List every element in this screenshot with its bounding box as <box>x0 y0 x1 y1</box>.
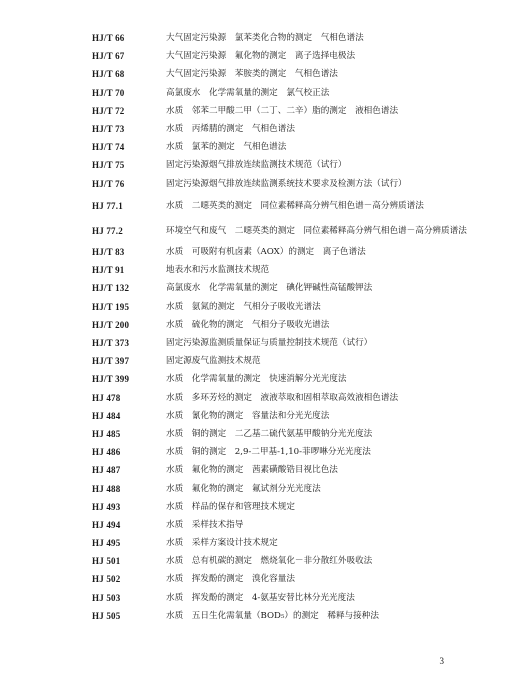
standard-code: HJ 485 <box>92 428 121 439</box>
standard-title: 水质 氟化物的测定 茜素磺酸锆目视比色法 <box>166 465 338 476</box>
standard-code: HJ 505 <box>92 610 121 621</box>
standard-title: 固定污染源烟气排放连续监测系统技术要求及检测方法（试行） <box>166 178 407 189</box>
list-item <box>92 445 482 460</box>
standard-code: HJ/T 91 <box>92 265 125 276</box>
standard-title: 固定源废气监测技术规范 <box>166 356 261 367</box>
standard-code: HJ/T 200 <box>92 319 130 330</box>
list-item <box>92 500 482 515</box>
page-number: 3 <box>439 656 444 666</box>
standard-title: 水质 总有机碳的测定 燃烧氧化－非分散红外吸收法 <box>166 556 373 567</box>
standard-title: 水质 铜的测定 二乙基二硫代氨基甲酸钠分光光度法 <box>166 428 373 439</box>
list-item <box>92 122 482 137</box>
standard-title: 固定污染源烟气排放连续监测技术规范（试行） <box>166 160 347 171</box>
list-item <box>92 177 482 192</box>
list-item <box>92 609 482 624</box>
standard-code: HJ/T 397 <box>92 356 130 367</box>
list-item <box>92 482 482 497</box>
standard-code: HJ/T 74 <box>92 142 125 153</box>
standard-code: HJ/T 73 <box>92 123 125 134</box>
list-item <box>92 354 482 369</box>
standard-title: 水质 五日生化需氧量（BOD₅）的测定 稀释与接种法 <box>166 610 379 621</box>
standard-code: HJ 501 <box>92 556 121 567</box>
standard-title: 水质 铜的测定 2,9-二甲基-1,10-菲啰啉分光光度法 <box>166 447 371 458</box>
standard-code: HJ 502 <box>92 574 121 585</box>
standard-title: 水质 丙烯腈的测定 气相色谱法 <box>166 123 295 134</box>
list-item <box>92 31 482 46</box>
standard-title: 水质 样品的保存和管理技术规定 <box>166 501 295 512</box>
standard-code: HJ/T 83 <box>92 247 125 258</box>
standard-code: HJ/T 76 <box>92 178 125 189</box>
list-item <box>92 281 482 296</box>
standard-title: 水质 化学需氧量的测定 快速消解分光光度法 <box>166 374 347 385</box>
list-item <box>92 572 482 587</box>
standard-title: 水质 挥发酚的测定 溴化容量法 <box>166 574 295 585</box>
standard-title: 水质 氰化物的测定 容量法和分光光度法 <box>166 410 330 421</box>
standard-code: HJ/T 399 <box>92 374 130 385</box>
standard-code: HJ 484 <box>92 410 121 421</box>
standard-code: HJ/T 68 <box>92 69 125 80</box>
standard-code: HJ 488 <box>92 483 121 494</box>
list-item <box>92 220 482 242</box>
standard-title: 水质 采样方案设计技术规定 <box>166 538 278 549</box>
standard-title: 环境空气和废气 二噁英类的测定 同位素稀释高分辨气相色谱－高分辨质谱法 <box>166 225 467 236</box>
list-item <box>92 554 482 569</box>
standard-title: 水质 挥发酚的测定 4-氨基安替比林分光光度法 <box>166 592 355 603</box>
standard-title: 水质 多环芳烃的测定 液液萃取和固相萃取高效液相色谱法 <box>166 392 399 403</box>
standard-title: 大气固定污染源 氯苯类化合物的测定 气相色谱法 <box>166 33 364 43</box>
list-item <box>92 245 482 260</box>
standard-title: 高氯废水 化学需氧量的测定 氯气校正法 <box>166 87 330 98</box>
standard-title: 水质 可吸附有机卤素（AOX）的测定 离子色谱法 <box>166 247 366 258</box>
standard-code: HJ 495 <box>92 538 121 549</box>
list-item <box>92 409 482 424</box>
list-item <box>92 300 482 315</box>
standard-title: 水质 氟化物的测定 氟试剂分光光度法 <box>166 483 321 494</box>
standard-code: HJ 503 <box>92 592 121 603</box>
standard-code: HJ/T 373 <box>92 338 130 348</box>
standard-title: 地表水和污水监测技术规范 <box>166 265 270 276</box>
list-item <box>92 67 482 82</box>
standard-code: HJ/T 195 <box>92 301 130 312</box>
list-item <box>92 140 482 155</box>
list-item <box>92 49 482 64</box>
list-item <box>92 536 482 551</box>
standard-code: HJ 486 <box>92 447 121 458</box>
standard-title: 水质 采样技术指导 <box>166 519 244 530</box>
standard-code: HJ 77.1 <box>92 200 123 211</box>
list-item <box>92 427 482 442</box>
list-item <box>92 263 482 278</box>
standard-title: 大气固定污染源 苯胺类的测定 气相色谱法 <box>166 69 338 80</box>
standard-code: HJ/T 66 <box>92 33 125 43</box>
standard-title: 高氯废水 化学需氧量的测定 碘化钾碱性高锰酸钾法 <box>166 283 373 294</box>
standard-code: HJ/T 75 <box>92 160 125 171</box>
standard-code: HJ/T 132 <box>92 283 130 294</box>
standard-code: HJ 478 <box>92 392 121 403</box>
list-item <box>92 158 482 173</box>
standard-title: 水质 氨氮的测定 气相分子吸收光谱法 <box>166 301 321 312</box>
standard-title: 水质 硫化物的测定 气相分子吸收光谱法 <box>166 319 330 330</box>
list-item <box>92 591 482 606</box>
standard-code: HJ/T 67 <box>92 51 125 62</box>
list-item <box>92 104 482 119</box>
standard-code: HJ 77.2 <box>92 225 123 236</box>
standard-title: 水质 二噁英类的测定 同位素稀释高分辨气相色谱－高分辨质谱法 <box>166 200 424 211</box>
standards-list <box>92 31 482 627</box>
standard-code: HJ 493 <box>92 501 121 512</box>
list-item <box>92 463 482 478</box>
list-item <box>92 195 482 217</box>
standard-code: HJ/T 70 <box>92 87 125 98</box>
standard-code: HJ/T 72 <box>92 105 125 116</box>
list-item <box>92 336 482 351</box>
standard-code: HJ 494 <box>92 519 121 530</box>
list-item <box>92 86 482 101</box>
standard-title: 水质 氯苯的测定 气相色谱法 <box>166 142 287 153</box>
list-item <box>92 372 482 387</box>
list-item <box>92 518 482 533</box>
list-item <box>92 391 482 406</box>
standard-title: 水质 邻苯二甲酸二甲（二丁、二辛）脂的测定 液相色谱法 <box>166 105 399 116</box>
standard-code: HJ 487 <box>92 465 121 476</box>
standard-title: 大气固定污染源 氟化物的测定 离子选择电极法 <box>166 51 356 62</box>
list-item <box>92 318 482 333</box>
standard-title: 固定污染源监测质量保证与质量控制技术规范（试行） <box>166 338 373 348</box>
